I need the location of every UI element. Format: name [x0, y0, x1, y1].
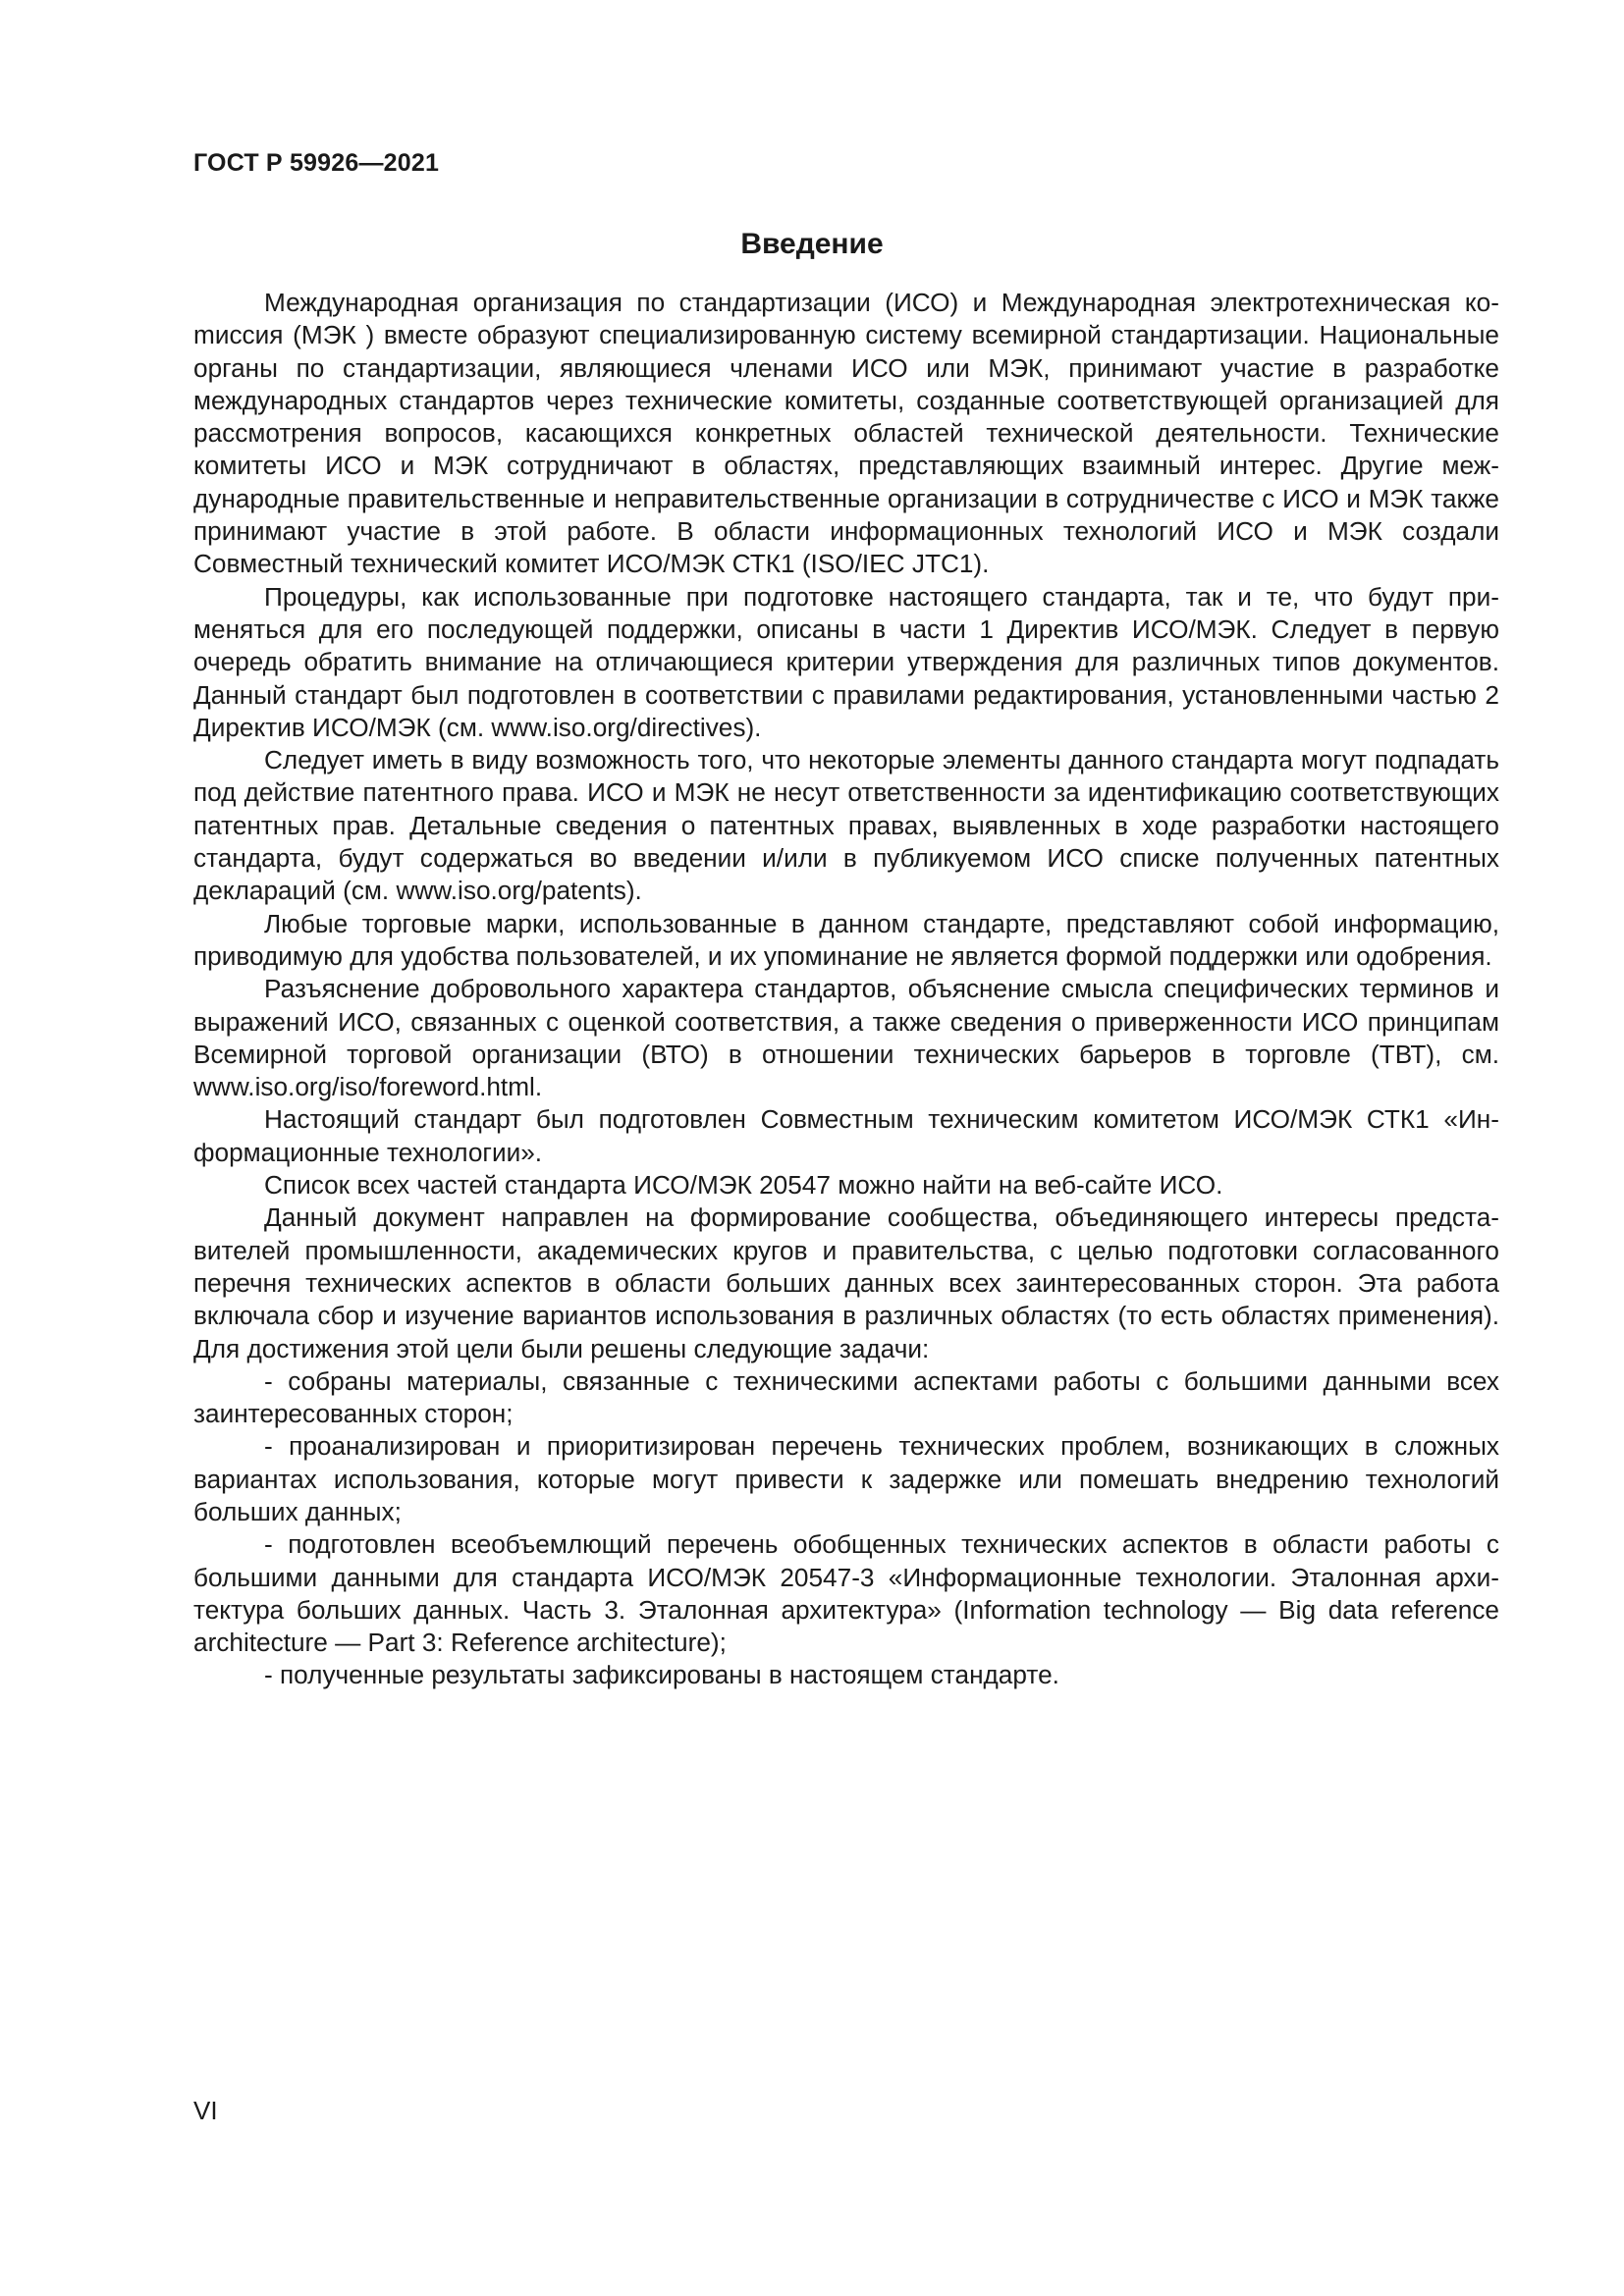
paragraph: Разъяснение добровольного характера стандартов, объяснение смысла специфических терминов и выражений ИСО, связанных с оценкой соответствия, а также сведения о приверженности ИСО принципам Всемирной торговой организации (ВТО) в отношении технических барьеров в торговле (ТВТ), см. www.iso.org/iso/foreword.html. — [193, 974, 1499, 1102]
document-code-header: ГОСТ Р 59926—2021 — [193, 149, 440, 177]
list-item: - проанализирован и приоритизирован перечень технических проблем, возникающих в сложных вариантах использования, которые могут привести к задержке или помешать внедрению технологий больших данных; — [193, 1431, 1499, 1526]
list-item: - собраны материалы, связанные с техническими аспектами работы с большими данными всех заинтересованных сторон; — [193, 1365, 1499, 1429]
paragraph: Международная организация по стандартизации (ИСО) и Международная электротехническая коmиссия (МЭК ) вместе образуют специализированную систему всемирной стандартизации. Национальные органы по стандартизации, являющиеся членами ИСО или МЭК, принимают участие в разработке международных стандартов через технические комитеты, созданные соответствующей организацией для рассмотрения вопросов, касающихся конкретных областей технической деятельности. Технические комитеты ИСО и МЭК сотрудничают в областях, представляющих взаимный интерес. Другие международные правительственные и неправительственные организации в сотрудничестве с ИСО и МЭК также принимают участие в этой работе. В области информационных технологий ИСО и МЭК создали Совместный технический комитет ИСО/МЭК СТК1 (ISO/IEC JTC1). — [193, 288, 1499, 579]
section-title: Введение — [740, 228, 884, 260]
list-item: - подготовлен всеобъемлющий перечень обобщенных технических аспектов в области работы с большими данными для стандарта ИСО/МЭК 20547-3 «Информационные технологии. Эталонная архитектура больших данных. Часть 3. Эталонная архитектура» (Information technology — Big data reference architecture — Part 3: Reference architecture); — [193, 1529, 1499, 1658]
page-number: VI — [193, 2096, 218, 2125]
paragraph: Следует иметь в виду возможность того, что некоторые элементы данного стандарта могут подпадать под действие патентного права. ИСО и МЭК не несут ответственности за идентификацию соответствующих патентных прав. Детальные сведения о патентных правах, выявленных в ходе разработки настоящего стандарта, будут содержаться во введении и/или в публикуемом ИСО списке полученных патентных деклараций (см. www.iso.org/patents). — [193, 745, 1499, 906]
paragraph: Процедуры, как использованные при подготовке настоящего стандарта, так и те, что будут применяться для его последующей поддержки, описаны в части 1 Директив ИСО/МЭК. Следует в первую очередь обратить внимание на отличающиеся критерии утверждения для различных типов документов. Данный стандарт был подготовлен в соответствии с правилами редактирования, установленными частью 2 Директив ИСО/МЭК (см. www.iso.org/directives). — [193, 581, 1499, 742]
paragraph: Данный документ направлен на формирование сообщества, объединяющего интересы представителей промышленности, академических кругов и правительства, с целью подготовки согласованного перечня технических аспектов в области больших данных всех заинтересованных сторон. Эта работа включала сбор и изучение вариантов использования в различных областях (то есть областях применения). Для достижения этой цели были решены следующие задачи: — [193, 1202, 1499, 1363]
paragraph: Любые торговые марки, использованные в данном стандарте, представляют собой информацию, приводимую для удобства пользователей, и их упоминание не является формой поддержки или одобрения. — [193, 908, 1499, 971]
paragraph: Список всех частей стандарта ИСО/МЭК 20547 можно найти на веб-сайте ИСО. — [264, 1170, 1223, 1201]
paragraph: Настоящий стандарт был подготовлен Совместным техническим комитетом ИСО/МЭК СТК1 «Информационные технологии». — [193, 1104, 1499, 1167]
introduction-body — [193, 287, 1499, 1692]
list-item: - полученные результаты зафиксированы в настоящем стандарте. — [264, 1660, 1059, 1690]
